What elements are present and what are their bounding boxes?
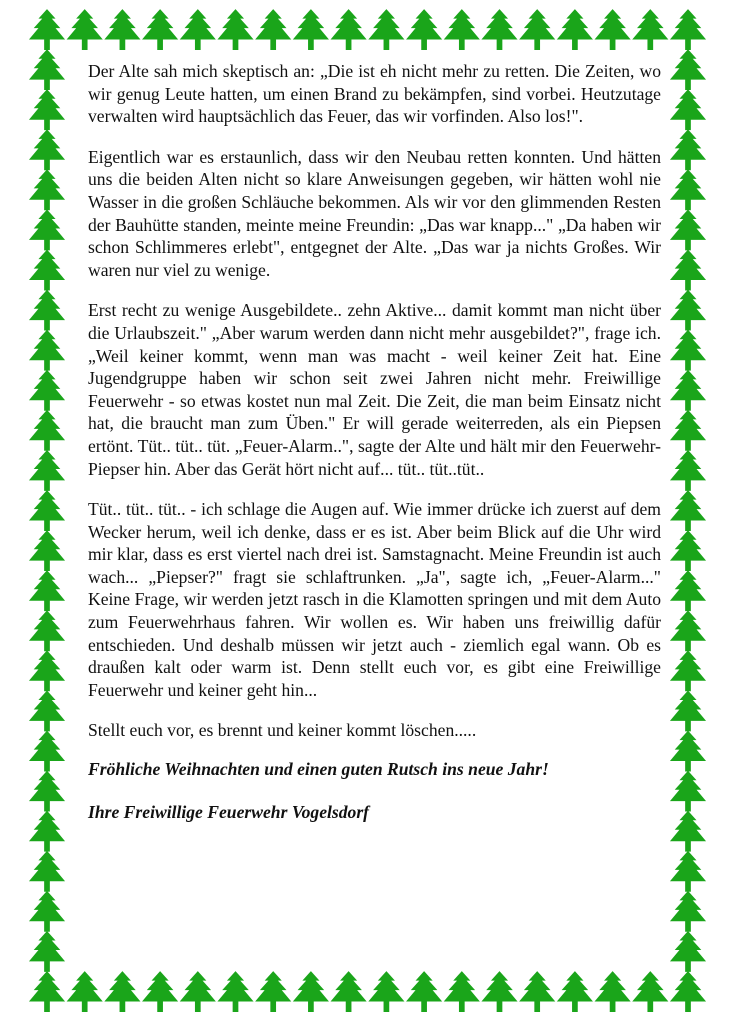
christmas-tree-icon (670, 971, 706, 1012)
christmas-tree-icon (670, 129, 706, 170)
christmas-wish: Fröhliche Weihnachten und einen guten Rutsch ins neue Jahr! (88, 759, 549, 780)
christmas-tree-icon (331, 971, 367, 1012)
christmas-tree-icon (217, 971, 253, 1012)
christmas-tree-icon (29, 450, 65, 491)
christmas-tree-icon (29, 330, 65, 371)
christmas-tree-icon (142, 9, 178, 50)
christmas-tree-icon (29, 250, 65, 291)
christmas-tree-icon (481, 971, 517, 1012)
story-paragraph-5: Stellt euch vor, es brennt und keiner kommt löschen..... (88, 720, 477, 741)
christmas-tree-icon (29, 490, 65, 531)
christmas-tree-icon (29, 89, 65, 130)
christmas-tree-icon (29, 570, 65, 611)
christmas-tree-icon (293, 971, 329, 1012)
christmas-tree-icon (368, 9, 404, 50)
christmas-tree-icon (331, 9, 367, 50)
christmas-tree-icon (670, 691, 706, 732)
christmas-tree-icon (406, 9, 442, 50)
christmas-tree-icon (670, 650, 706, 691)
christmas-tree-icon (670, 330, 706, 371)
christmas-tree-icon (670, 210, 706, 251)
christmas-tree-icon (29, 210, 65, 251)
christmas-tree-icon (670, 610, 706, 651)
christmas-tree-icon (29, 370, 65, 411)
story-paragraph-3: Erst recht zu wenige Ausgebildete.. zehn Aktive... damit kommt man nicht über die Urlaubszeit." „Aber warum werden dann nicht mehr ausgebildet?", frage ich. „Weil keiner kommt, wenn man was macht - weil keiner Zeit hat. Eine Jugendgruppe haben wir schon seit zwei Jahren nicht mehr. Freiwillige Feuerwehr - so etwas kostet nun mal Zeit. Die Zeit, die man beim Einsatz nicht hat, die braucht man zum Üben." Er will gerade weiterreden, als ein Piepsen ertönt. Tüt.. tüt.. tüt. „Feuer-Alarm..", sagte der Alte und hält mir den Feuerwehr-Piepser hin. Aber das Gerät hört nicht auf... tüt.. tüt..tüt.. (88, 300, 661, 479)
letter-body (88, 60, 661, 841)
christmas-tree-icon (29, 530, 65, 571)
christmas-tree-icon (481, 9, 517, 50)
christmas-tree-icon (557, 9, 593, 50)
christmas-tree-icon (632, 971, 668, 1012)
christmas-tree-icon (29, 410, 65, 451)
christmas-tree-icon (670, 9, 706, 50)
christmas-tree-icon (519, 9, 555, 50)
christmas-tree-icon (29, 811, 65, 852)
christmas-tree-icon (670, 450, 706, 491)
christmas-tree-icon (595, 9, 631, 50)
christmas-tree-icon (670, 89, 706, 130)
christmas-tree-icon (670, 410, 706, 451)
christmas-tree-icon (595, 971, 631, 1012)
christmas-tree-icon (670, 49, 706, 90)
christmas-tree-icon (104, 9, 140, 50)
story-paragraph-1: Der Alte sah mich skeptisch an: „Die ist eh nicht mehr zu retten. Die Zeiten, wo wir genug Leute hatten, um einen Brand zu bekämpfen, sind vorbei. Heutzutage verwalten wird hauptsächlich das Feuer, das wir vorfinden. Also los!". (88, 61, 661, 127)
christmas-tree-icon (293, 9, 329, 50)
christmas-tree-icon (557, 971, 593, 1012)
christmas-tree-icon (29, 169, 65, 210)
christmas-tree-icon (444, 9, 480, 50)
christmas-tree-icon (104, 971, 140, 1012)
christmas-tree-icon (632, 9, 668, 50)
christmas-tree-icon (67, 9, 103, 50)
christmas-tree-icon (670, 931, 706, 972)
christmas-tree-icon (29, 731, 65, 772)
christmas-tree-icon (444, 971, 480, 1012)
christmas-tree-icon (29, 931, 65, 972)
christmas-tree-icon (670, 811, 706, 852)
christmas-tree-icon (142, 971, 178, 1012)
christmas-tree-icon (29, 129, 65, 170)
christmas-tree-icon (29, 771, 65, 812)
christmas-tree-icon (670, 530, 706, 571)
story-paragraph-4: Tüt.. tüt.. tüt.. - ich schlage die Augen auf. Wie immer drücke ich zuerst auf dem Wecker herum, weil ich denke, dass er es ist. Aber beim Blick auf die Uhr wird mir klar, dass es erst viertel nach drei ist. Samstagnacht. Meine Freundin ist auch wach... „Piepser?" fragt sie schlaftrunken. „Ja", sagte ich, „Feuer-Alarm..." Keine Frage, wir werden jetzt rasch in die Klamotten springen und mit dem Auto zum Feuerwehrhaus fahren. Wir wollen es. Wir haben uns freiwillig dafür entschieden. Und deshalb müssen wir jetzt auch - ziemlich egal wann. Ob es draußen kalt oder warm ist. Denn stellt euch vor, es gibt eine Freiwillige Feuerwehr und keiner geht hin... (88, 499, 661, 700)
christmas-tree-icon (670, 891, 706, 932)
christmas-tree-icon (670, 851, 706, 892)
christmas-tree-icon (67, 971, 103, 1012)
christmas-tree-icon (255, 971, 291, 1012)
christmas-tree-icon (368, 971, 404, 1012)
christmas-tree-icon (180, 9, 216, 50)
christmas-tree-icon (217, 9, 253, 50)
christmas-tree-icon (406, 971, 442, 1012)
christmas-tree-icon (29, 851, 65, 892)
christmas-tree-icon (519, 971, 555, 1012)
christmas-tree-icon (670, 771, 706, 812)
christmas-tree-icon (255, 9, 291, 50)
christmas-tree-icon (29, 650, 65, 691)
christmas-tree-icon (29, 891, 65, 932)
christmas-tree-icon (670, 370, 706, 411)
signature-line: Ihre Freiwillige Feuerwehr Vogelsdorf (88, 801, 370, 822)
christmas-tree-icon (670, 570, 706, 611)
christmas-tree-icon (670, 169, 706, 210)
christmas-tree-icon (670, 731, 706, 772)
christmas-tree-icon (180, 971, 216, 1012)
christmas-tree-icon (29, 290, 65, 331)
christmas-tree-icon (670, 250, 706, 291)
christmas-tree-icon (29, 691, 65, 732)
christmas-tree-icon (29, 610, 65, 651)
christmas-tree-icon (670, 490, 706, 531)
story-paragraph-2: Eigentlich war es erstaunlich, dass wir den Neubau retten konnten. Und hätten uns die beiden Alten nicht so klare Anweisungen gegeben, wir hätten wohl nie Wasser in die großen Schläuche bekommen. Als wir vor den glimmenden Resten der Bauhütte standen, meinte meine Freundin: „Das war knapp..." „Da haben wir schon Schlimmeres erlebt", entgegnet der Alte. „Das war ja nichts Großes. Wir waren nur viel zu wenige. (88, 146, 661, 280)
christmas-tree-icon (29, 49, 65, 90)
christmas-tree-icon (29, 971, 65, 1012)
christmas-tree-icon (29, 9, 65, 50)
christmas-tree-icon (670, 290, 706, 331)
